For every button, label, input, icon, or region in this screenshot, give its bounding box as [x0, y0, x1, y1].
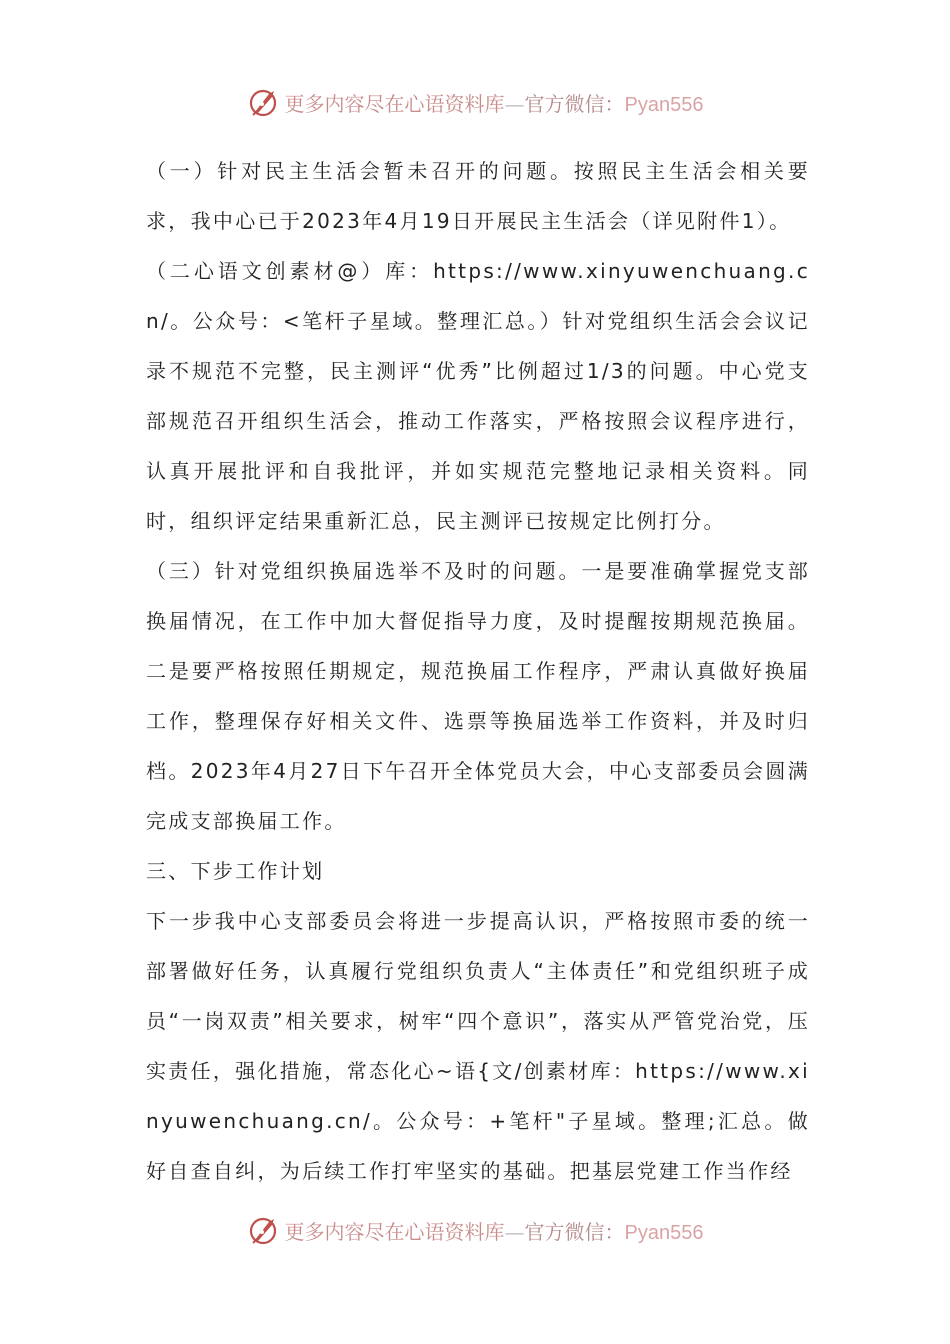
- footer-banner: [0, 1210, 950, 1250]
- header-banner: [0, 82, 950, 122]
- document-body: [146, 146, 810, 1196]
- banner-caption: [285, 88, 704, 117]
- banner-brand: 更多内容尽在心语资料库: [284, 91, 505, 116]
- paragraph-4: 下一步我中心支部委员会将进一步提高认识，严格按照市委的统一部署做好任务，认真履行党组织负责人“主体责任”和党组织班子成员“一岗双责”相关要求，树牢“四个意识”，落实从严管党治党，压实责任，强化措施，常态化心~语{文/创素材库：https://www.xinyuwenchuang.cn/。公众号：+笔杆"子星域。整理;汇总。做好自查自纠，为后续工作打牢坚实的基础。把基层党建工作当作经: [146, 909, 810, 1183]
- banner-caption: [285, 1216, 704, 1245]
- banner-brand: 更多内容尽在心语资料库: [284, 1219, 505, 1244]
- pen-logo-icon: [247, 1213, 281, 1247]
- pen-logo-icon: [247, 85, 281, 119]
- section-heading: 三、下步工作计划: [146, 859, 325, 883]
- banner-label: 官方微信：: [524, 1219, 625, 1244]
- banner-separator: —: [504, 1219, 525, 1244]
- paragraph-1: （一）针对民主生活会暂未召开的问题。按照民主生活会相关要求，我中心已于2023年4月19日开展民主生活会（详见附件1）。: [146, 159, 810, 233]
- paragraph-3: （三）针对党组织换届选举不及时的问题。一是要准确掌握党支部换届情况，在工作中加大督促指导力度，及时提醒按期规范换届。二是要严格按照任期规定，规范换届工作程序，严肃认真做好换届工作，整理保存好相关文件、选票等换届选举工作资料，并及时归档。2023年4月27日下午召开全体党员大会，中心支部委员会圆满完成支部换届工作。: [146, 559, 810, 833]
- banner-account: Pyan556: [624, 1221, 704, 1244]
- banner-label: 官方微信：: [524, 91, 625, 116]
- banner-account: Pyan556: [624, 93, 704, 116]
- paragraph-2: （二心语文创素材@）库：https://www.xinyuwenchuang.cn/。公众号：<笔杆子星域。整理汇总。）针对党组织生活会会议记录不规范不完整，民主测评“优秀”比例超过1/3的问题。中心党支部规范召开组织生活会，推动工作落实，严格按照会议程序进行，认真开展批评和自我批评，并如实规范完整地记录相关资料。同时，组织评定结果重新汇总，民主测评已按规定比例打分。: [146, 259, 810, 533]
- banner-separator: —: [504, 91, 525, 116]
